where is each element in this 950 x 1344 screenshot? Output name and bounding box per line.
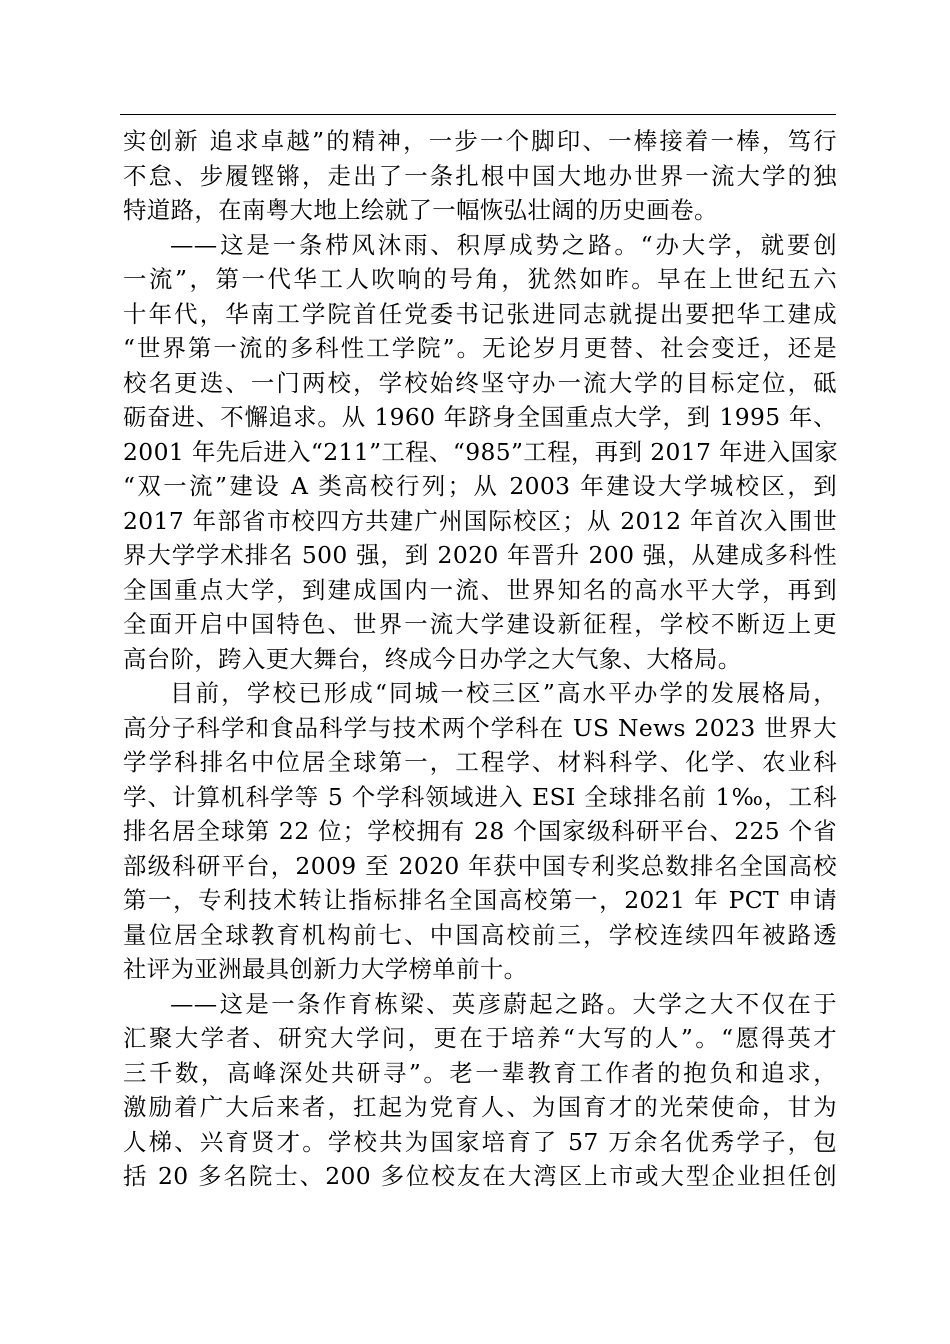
text-line: “世界第一流的多科性工学院”。无论岁月更替、社会变迁，还是 xyxy=(123,334,837,362)
text-line: 学、计算机科学等 5 个学科领域进入 ESI 全球排名前 1‰，工科 xyxy=(123,782,837,811)
text-line: 十年代，华南工学院首任党委书记张进同志就提出要把华工建成 xyxy=(123,299,837,328)
text-line: 汇聚大学者、研究大学问，更在于培养“大写的人”。“愿得英才 xyxy=(123,1024,837,1052)
text-line: 校名更迭、一门两校，学校始终坚守办一流大学的目标定位，砥 xyxy=(123,368,837,397)
text-line: 括 20 多名院士、200 多位校友在大湾区上市或大型企业担任创 xyxy=(123,1162,837,1190)
header-rule xyxy=(120,114,836,115)
text-line: 目前，学校已形成“同城一校三区”高水平办学的发展格局， xyxy=(170,679,837,707)
text-line: 2001 年先后进入“211”工程、“985”工程，再到 2017 年进入国家 xyxy=(123,437,839,466)
text-line: 界大学学术排名 500 强，到 2020 年晋升 200 强，从建成多科性 xyxy=(123,541,837,569)
text-line: 一流”，第一代华工人吹响的号角，犹然如昨。早在上世纪五六 xyxy=(123,265,837,293)
text-line: 实创新 追求卓越”的精神，一步一个脚印、一棒接着一棒，笃行 xyxy=(123,127,837,155)
text-line: ——这是一条栉风沐雨、积厚成势之路。“办大学，就要创 xyxy=(170,230,837,259)
text-line: 砺奋进、不懈追求。从 1960 年跻身全国重点大学，到 1995 年、 xyxy=(123,403,837,431)
text-line: 高台阶，跨入更大舞台，终成今日办学之大气象、大格局。 xyxy=(123,644,742,673)
text-line: 部级科研平台，2009 至 2020 年获中国专利奖总数排名全国高校 xyxy=(123,851,837,880)
text-line: 排名居全球第 22 位；学校拥有 28 个国家级科研平台、225 个省 xyxy=(123,817,837,845)
text-line: 不怠、步履铿锵，走出了一条扎根中国大地办世界一流大学的独 xyxy=(123,161,837,190)
text-line: 高分子科学和食品科学与技术两个学科在 US News 2023 世界大 xyxy=(123,713,837,742)
text-line: 2017 年部省市校四方共建广州国际校区；从 2012 年首次入围世 xyxy=(123,506,837,535)
body-text xyxy=(123,124,837,1194)
text-line: 全国重点大学，到建成国内一流、世界知名的高水平大学，再到 xyxy=(123,575,837,604)
text-line: 人梯、兴育贤才。学校共为国家培育了 57 万余名优秀学子，包 xyxy=(123,1127,837,1156)
text-line: 第一，专利技术转让指标排名全国高校第一，2021 年 PCT 申请 xyxy=(123,886,837,914)
text-line: 特道路，在南粤大地上绘就了一幅恢弘壮阔的历史画卷。 xyxy=(123,196,718,224)
text-line: 激励着广大后来者，扛起为党育人、为国育才的光荣使命，甘为 xyxy=(123,1093,837,1121)
text-line: 全面开启中国特色、世界一流大学建设新征程，学校不断迈上更 xyxy=(123,610,837,638)
text-line: 学学科排名中位居全球第一，工程学、材料科学、化学、农业科 xyxy=(123,748,837,776)
text-line: 量位居全球教育机构前七、中国高校前三，学校连续四年被路透 xyxy=(123,920,837,949)
text-line: 社评为亚洲最具创新力大学榜单前十。 xyxy=(123,955,528,983)
text-line: 三千数，高峰深处共研寻”。老一辈教育工作者的抱负和追求， xyxy=(123,1058,837,1087)
text-line: ——这是一条作育栋梁、英彦蔚起之路。大学之大不仅在于 xyxy=(170,989,837,1018)
text-line: “双一流”建设 A 类高校行列；从 2003 年建设大学城校区，到 xyxy=(123,472,837,500)
